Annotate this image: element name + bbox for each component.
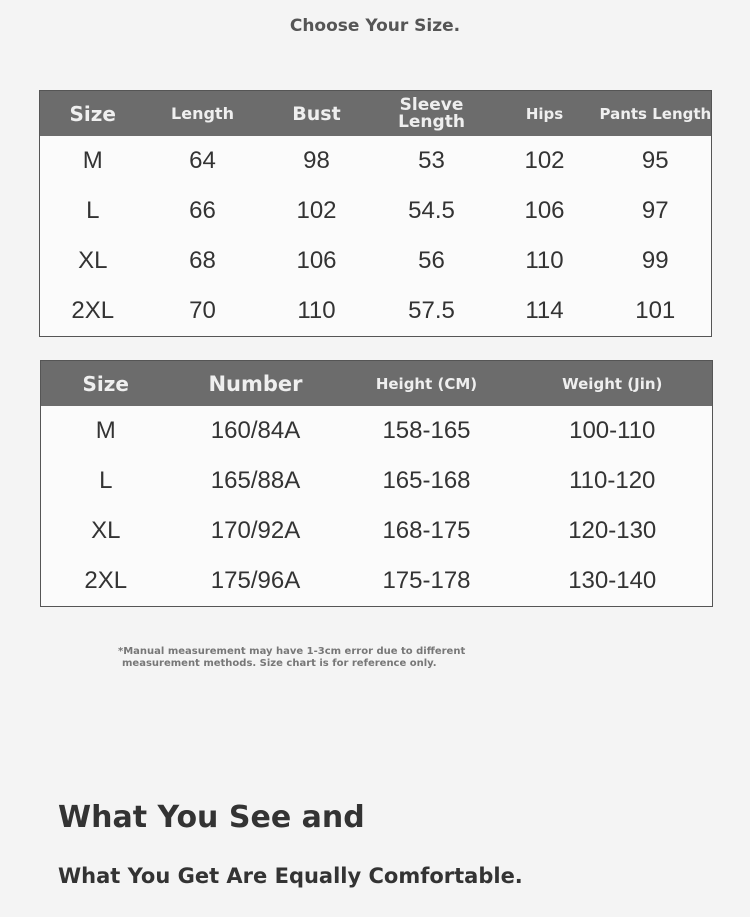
header-hips: Hips <box>490 91 600 137</box>
cell-height: 165-168 <box>382 467 471 494</box>
cell-hips: 102 <box>524 147 565 174</box>
cell-sleeve-length: 57.5 <box>408 297 455 324</box>
table-row <box>41 456 713 506</box>
cell-pants-length: 95 <box>641 147 669 174</box>
cell-height: 168-175 <box>382 517 471 544</box>
cell-number: 175/96A <box>210 567 301 594</box>
cell-size: 2XL <box>71 297 115 324</box>
cell-bust: 102 <box>296 197 337 224</box>
header-pants-length: Pants Length <box>600 91 712 137</box>
cell-pants-length: 101 <box>635 297 676 324</box>
header-size: Size <box>41 361 171 407</box>
cell-weight: 120-130 <box>568 517 657 544</box>
table-row <box>41 406 713 456</box>
table-row <box>40 186 712 236</box>
cell-bust: 110 <box>297 297 336 324</box>
table-header-row <box>41 361 713 407</box>
cell-length: 66 <box>189 197 216 224</box>
cell-hips: 110 <box>525 247 564 274</box>
cell-size: 2XL <box>84 567 128 594</box>
header-bust: Bust <box>260 91 374 137</box>
header-weight: Weight (Jin) <box>513 361 713 407</box>
header-sleeve-length: Sleeve Length <box>374 91 490 137</box>
table-row <box>41 506 713 556</box>
cell-number: 160/84A <box>210 417 301 444</box>
cell-length: 64 <box>189 147 216 174</box>
table-row <box>40 236 712 286</box>
slogan-subline: What You Get Are Equally Comfortable. <box>58 864 523 888</box>
cell-number: 170/92A <box>210 517 301 544</box>
cell-height: 175-178 <box>382 567 471 594</box>
disclaimer-line: measurement methods. Size chart is for reference only. <box>122 658 437 669</box>
header-length: Length <box>146 91 260 137</box>
cell-weight: 130-140 <box>568 567 657 594</box>
header-size: Size <box>40 91 146 137</box>
disclaimer-line: *Manual measurement may have 1-3cm error due to different <box>118 646 466 657</box>
cell-bust: 106 <box>296 247 337 274</box>
cell-sleeve-length: 53 <box>418 147 445 174</box>
cell-size: M <box>95 417 116 444</box>
cell-sleeve-length: 54.5 <box>408 197 455 224</box>
cell-size: L <box>86 197 100 224</box>
cell-hips: 114 <box>525 297 564 324</box>
table-row <box>40 136 712 186</box>
cell-size: XL <box>78 247 108 274</box>
table-row <box>40 286 712 337</box>
cell-weight: 100-110 <box>569 417 656 444</box>
cell-size: M <box>82 147 103 174</box>
cell-size: XL <box>91 517 121 544</box>
cell-hips: 106 <box>524 197 565 224</box>
cell-number: 165/88A <box>210 467 301 494</box>
cell-height: 158-165 <box>382 417 471 444</box>
cell-length: 68 <box>189 247 216 274</box>
size-measurement-table <box>39 90 712 337</box>
cell-weight: 110-120 <box>569 467 656 494</box>
header-number: Number <box>171 361 341 407</box>
table-row <box>41 556 713 607</box>
measurement-disclaimer <box>118 646 538 670</box>
cell-size: L <box>99 467 113 494</box>
cell-bust: 98 <box>303 147 330 174</box>
cell-pants-length: 97 <box>641 197 669 224</box>
header-height: Height (CM) <box>341 361 513 407</box>
page-title: Choose Your Size. <box>289 16 461 36</box>
size-fit-table <box>40 360 713 607</box>
cell-pants-length: 99 <box>641 247 669 274</box>
cell-sleeve-length: 56 <box>418 247 445 274</box>
table-header-row <box>40 91 712 137</box>
slogan-headline: What You See and <box>58 800 365 835</box>
cell-length: 70 <box>189 297 216 324</box>
